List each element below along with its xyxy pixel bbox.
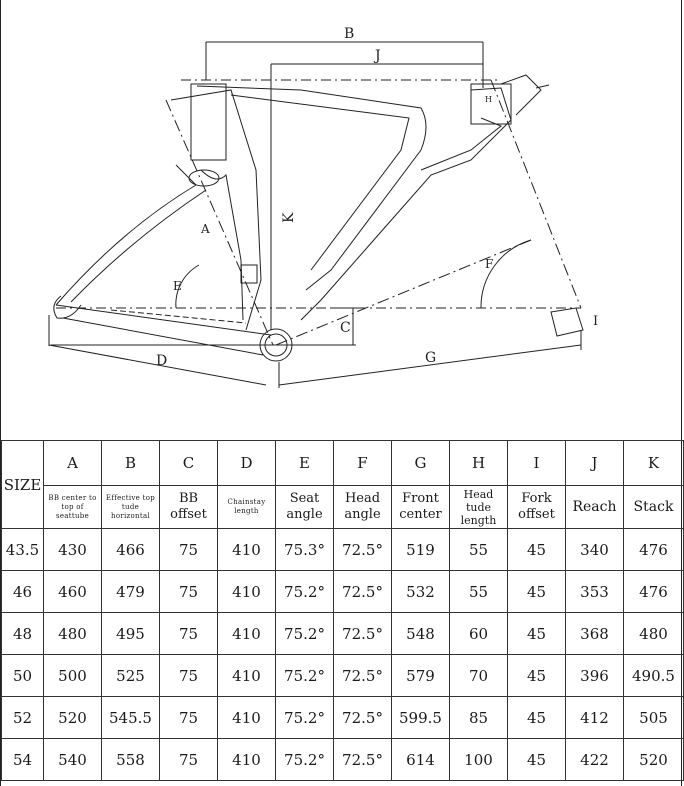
value-cell: 55	[450, 571, 508, 613]
value-cell: 45	[508, 529, 566, 571]
value-cell: 75	[160, 529, 218, 571]
value-cell: 410	[218, 613, 276, 655]
top-tube-inner	[231, 95, 409, 270]
label-a: A	[201, 222, 210, 236]
value-cell: 340	[566, 529, 624, 571]
value-cell: 480	[624, 613, 684, 655]
size-cell: 50	[2, 655, 44, 697]
value-cell: 368	[566, 613, 624, 655]
value-cell: 525	[102, 655, 160, 697]
value-cell: 75.2°	[276, 739, 334, 781]
seat-tube-inner	[201, 170, 243, 320]
value-cell: 45	[508, 655, 566, 697]
label-i: I	[593, 314, 599, 329]
dimension-i	[551, 308, 598, 336]
value-cell: 72.5°	[334, 571, 392, 613]
head-tube-inner	[421, 118, 501, 170]
col-name: BB offset	[160, 486, 218, 529]
value-cell: 466	[102, 529, 160, 571]
size-header: SIZE	[2, 441, 44, 529]
col-letter: F	[334, 441, 392, 486]
value-cell: 430	[44, 529, 102, 571]
value-cell: 548	[392, 613, 450, 655]
value-cell: 410	[218, 571, 276, 613]
value-cell: 45	[508, 571, 566, 613]
table-row	[2, 655, 684, 697]
value-cell: 410	[218, 739, 276, 781]
col-letter: G	[392, 441, 450, 486]
col-letter: B	[102, 441, 160, 486]
value-cell: 75.2°	[276, 655, 334, 697]
table-row	[2, 571, 684, 613]
col-letter: K	[624, 441, 684, 486]
col-letter: J	[566, 441, 624, 486]
head-axis	[491, 80, 581, 308]
table-row	[2, 613, 684, 655]
col-name: Chainstay length	[218, 486, 276, 529]
value-cell: 476	[624, 571, 684, 613]
label-f: F	[485, 257, 494, 271]
table-row	[2, 697, 684, 739]
value-cell: 422	[566, 739, 624, 781]
table-header-letters	[2, 441, 684, 486]
dimension-g	[279, 330, 581, 388]
value-cell: 72.5°	[334, 697, 392, 739]
chainstay-lower	[63, 318, 263, 355]
value-cell: 45	[508, 697, 566, 739]
value-cell: 72.5°	[334, 655, 392, 697]
value-cell: 75.2°	[276, 697, 334, 739]
col-letter: A	[44, 441, 102, 486]
value-cell: 75	[160, 571, 218, 613]
col-name: Stack	[624, 486, 684, 529]
size-cell: 54	[2, 739, 44, 781]
chainstay-upper	[56, 305, 271, 335]
size-cell: 43.5	[2, 529, 44, 571]
size-cell: 46	[2, 571, 44, 613]
value-cell: 45	[508, 739, 566, 781]
col-name: Fork offset	[508, 486, 566, 529]
label-d: D	[156, 353, 168, 369]
value-cell: 519	[392, 529, 450, 571]
value-cell: 72.5°	[334, 739, 392, 781]
value-cell: 545.5	[102, 697, 160, 739]
seat-stay-join	[176, 165, 196, 185]
label-h: H	[485, 95, 492, 104]
value-cell: 70	[450, 655, 508, 697]
value-cell: 75.2°	[276, 571, 334, 613]
label-g: G	[425, 350, 437, 366]
value-cell: 579	[392, 655, 450, 697]
value-cell: 75	[160, 613, 218, 655]
label-c: C	[340, 320, 351, 336]
col-letter: E	[276, 441, 334, 486]
value-cell: 532	[392, 571, 450, 613]
dimension-k	[271, 64, 297, 330]
value-cell: 45	[508, 613, 566, 655]
frame-geometry-drawing	[1, 0, 684, 440]
value-cell: 520	[44, 697, 102, 739]
value-cell: 75.2°	[276, 613, 334, 655]
col-name: Head angle	[334, 486, 392, 529]
size-cell: 52	[2, 697, 44, 739]
value-cell: 476	[624, 529, 684, 571]
col-name: Reach	[566, 486, 624, 529]
value-cell: 85	[450, 697, 508, 739]
col-name: Head tude length	[450, 486, 508, 529]
frame-svg	[1, 0, 684, 440]
seat-clamp-bolt	[241, 265, 257, 283]
value-cell: 520	[624, 739, 684, 781]
value-cell: 410	[218, 655, 276, 697]
value-cell: 480	[44, 613, 102, 655]
label-j: J	[375, 48, 381, 64]
col-letter: I	[508, 441, 566, 486]
col-name: Seat angle	[276, 486, 334, 529]
front-center-axis	[276, 240, 531, 345]
seat-tube-outline	[171, 90, 261, 330]
value-cell: 479	[102, 571, 160, 613]
value-cell: 60	[450, 613, 508, 655]
col-letter: H	[450, 441, 508, 486]
col-name: BB center to top of seattube	[44, 486, 102, 529]
stem-outline	[501, 75, 541, 115]
rear-dropout	[54, 296, 81, 318]
col-letter: C	[160, 441, 218, 486]
value-cell: 599.5	[392, 697, 450, 739]
col-name: Effective top tude horizontal	[102, 486, 160, 529]
col-letter: D	[218, 441, 276, 486]
down-tube-outline	[301, 88, 511, 320]
value-cell: 353	[566, 571, 624, 613]
value-cell: 75	[160, 655, 218, 697]
dimension-b	[206, 26, 483, 88]
table-header-names	[2, 486, 684, 529]
value-cell: 72.5°	[334, 613, 392, 655]
value-cell: 75	[160, 739, 218, 781]
value-cell: 396	[566, 655, 624, 697]
chainstay-center	[111, 310, 246, 323]
value-cell: 410	[218, 529, 276, 571]
table-row	[2, 529, 684, 571]
value-cell: 495	[102, 613, 160, 655]
value-cell: 55	[450, 529, 508, 571]
value-cell: 558	[102, 739, 160, 781]
table-row	[2, 739, 684, 781]
value-cell: 490.5	[624, 655, 684, 697]
value-cell: 500	[44, 655, 102, 697]
label-k: K	[281, 212, 297, 223]
value-cell: 614	[392, 739, 450, 781]
value-cell: 72.5°	[334, 529, 392, 571]
top-tube-outline	[197, 86, 426, 290]
value-cell: 540	[44, 739, 102, 781]
label-b: B	[344, 26, 355, 42]
label-e: E	[173, 279, 182, 293]
geometry-table	[1, 440, 684, 781]
table-body	[2, 529, 684, 781]
value-cell: 75.3°	[276, 529, 334, 571]
seat-stay-lower	[71, 190, 206, 302]
value-cell: 412	[566, 697, 624, 739]
value-cell: 505	[624, 697, 684, 739]
value-cell: 410	[218, 697, 276, 739]
col-name: Front center	[392, 486, 450, 529]
value-cell: 75	[160, 697, 218, 739]
value-cell: 460	[44, 571, 102, 613]
size-cell: 48	[2, 613, 44, 655]
value-cell: 100	[450, 739, 508, 781]
